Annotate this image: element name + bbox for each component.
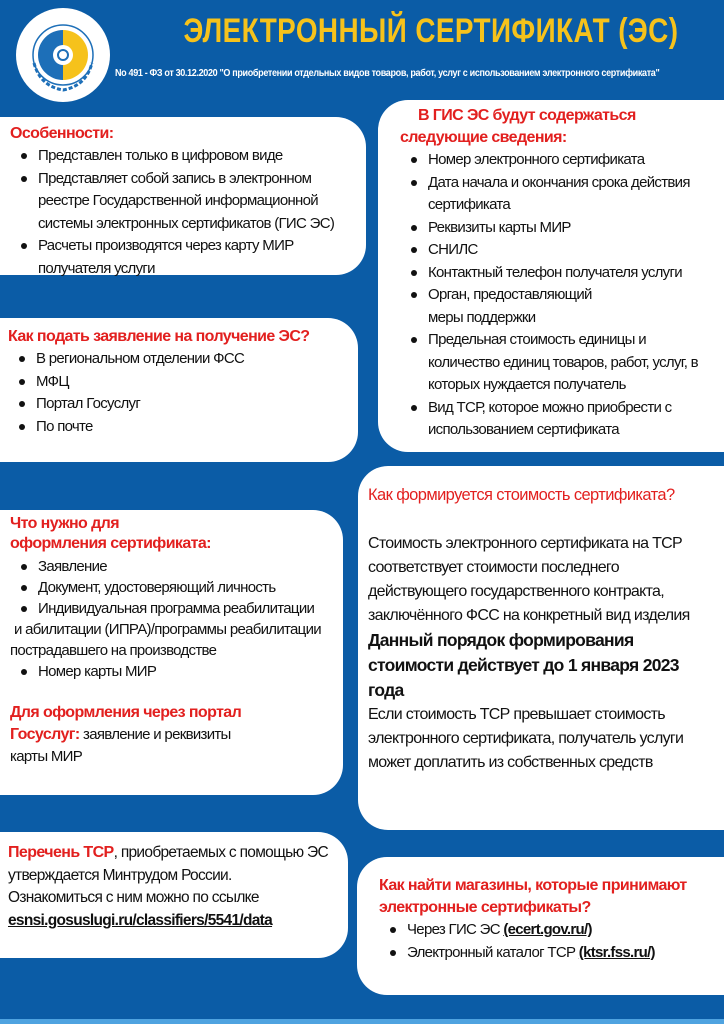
ktsr-link[interactable]: (ktsr.fss.ru/) [578,943,655,961]
documents-card [0,510,343,795]
list-item: Номер электронного сертификата [400,149,716,172]
cost-deadline: Данный порядок формирования стоимости действует до 1 января 2023 года [368,630,679,700]
cost-paragraph: Стоимость электронного сертификата на ТСР соответствует стоимости последнего действующего государственного контракта, заключённого ФСС на конкретный вид изделия [368,535,690,624]
list-item: СНИЛС [400,239,716,262]
list-item: МФЦ [8,371,350,394]
list-item: Через ГИС ЭС (ecert.gov.ru/) [379,919,718,942]
list-item: Электронный каталог ТСР (ktsr.fss.ru/) [379,942,718,965]
apply-heading: Как подать заявление на получение ЭС? [8,328,310,345]
ecert-link[interactable]: (ecert.gov.ru/) [503,921,592,938]
list-item: Портал Госуслуг [8,393,350,416]
features-heading: Особенности: [10,125,114,142]
list-item: Представлен только в цифровом виде [10,145,356,168]
list-item: Представляет собой запись в электронном реестре Государственной информационной системы электронных сертификатов (ГИС ЭС) [10,168,356,236]
apply-card [0,318,358,462]
fss-emblem-icon [16,8,110,102]
shops-heading: Как найти магазины, которые принимают электронные сертификаты? [379,877,687,916]
cost-paragraph-2: Если стоимость ТСР превышает стоимость электронного сертификата, получатель услуги может доплатить из собственных средств [368,706,684,771]
list-item: Заявление [10,556,337,577]
list-item: По почте [8,416,350,439]
list-item: Расчеты производятся через карту МИР получателя услуги [10,235,356,280]
cost-heading: Как формируется стоимость сертификата? [368,486,675,504]
law-reference: No 491 - ФЗ от 30.12.2020 "О приобретении отдельных видов товаров, работ, услуг с использованием электронного сертификата" [115,67,660,79]
list-item: Вид ТСР, которое можно приобрести с использованием сертификата [400,397,716,442]
gis-card [378,100,724,452]
portal-note: Для оформления через портал Госуслуг: заявление и реквизиты карты МИР [10,704,242,765]
list-item: В региональном отделении ФСС [8,348,350,371]
list-item: Номер карты МИР [10,661,337,682]
list-item: Дата начала и окончания срока действия сертификата [400,172,716,217]
gis-heading: В ГИС ЭС будут содержаться следующие сведения: [400,107,636,146]
features-card [0,117,366,275]
cost-card [358,466,724,830]
bottom-strip [0,1019,724,1024]
tsr-classifier-link[interactable]: esnsi.gosuslugi.ru/classifiers/5541/data [8,911,273,929]
list-item: Документ, удостоверяющий личность [10,577,337,598]
documents-heading: Что нужно для оформления сертификата: [10,515,211,552]
fss-logo [16,8,110,102]
shops-card [357,857,724,995]
list-item: Реквизиты карты МИР [400,217,716,240]
tsr-list-text: Перечень ТСР, приобретаемых с помощью ЭС утверждается Минтрудом России. Ознакомиться с ним можно по ссылке esnsi.gosuslugi.ru/classifiers/5541/data [8,844,328,929]
list-item-continued: и абилитации (ИПРА)/программы реабилитации пострадавшего на производстве [10,621,321,659]
page-title: ЭЛЕКТРОННЫЙ СЕРТИФИКАТ (ЭС) [183,12,679,50]
list-item: Индивидуальная программа реабилитации [10,598,337,619]
tsr-list-card [0,832,348,958]
list-item: Предельная стоимость единицы и количество единиц товаров, работ, услуг, в которых нуждается получатель [400,329,716,397]
list-item: Контактный телефон получателя услуги [400,262,716,285]
list-item: Орган, предоставляющий меры поддержки [400,284,716,329]
